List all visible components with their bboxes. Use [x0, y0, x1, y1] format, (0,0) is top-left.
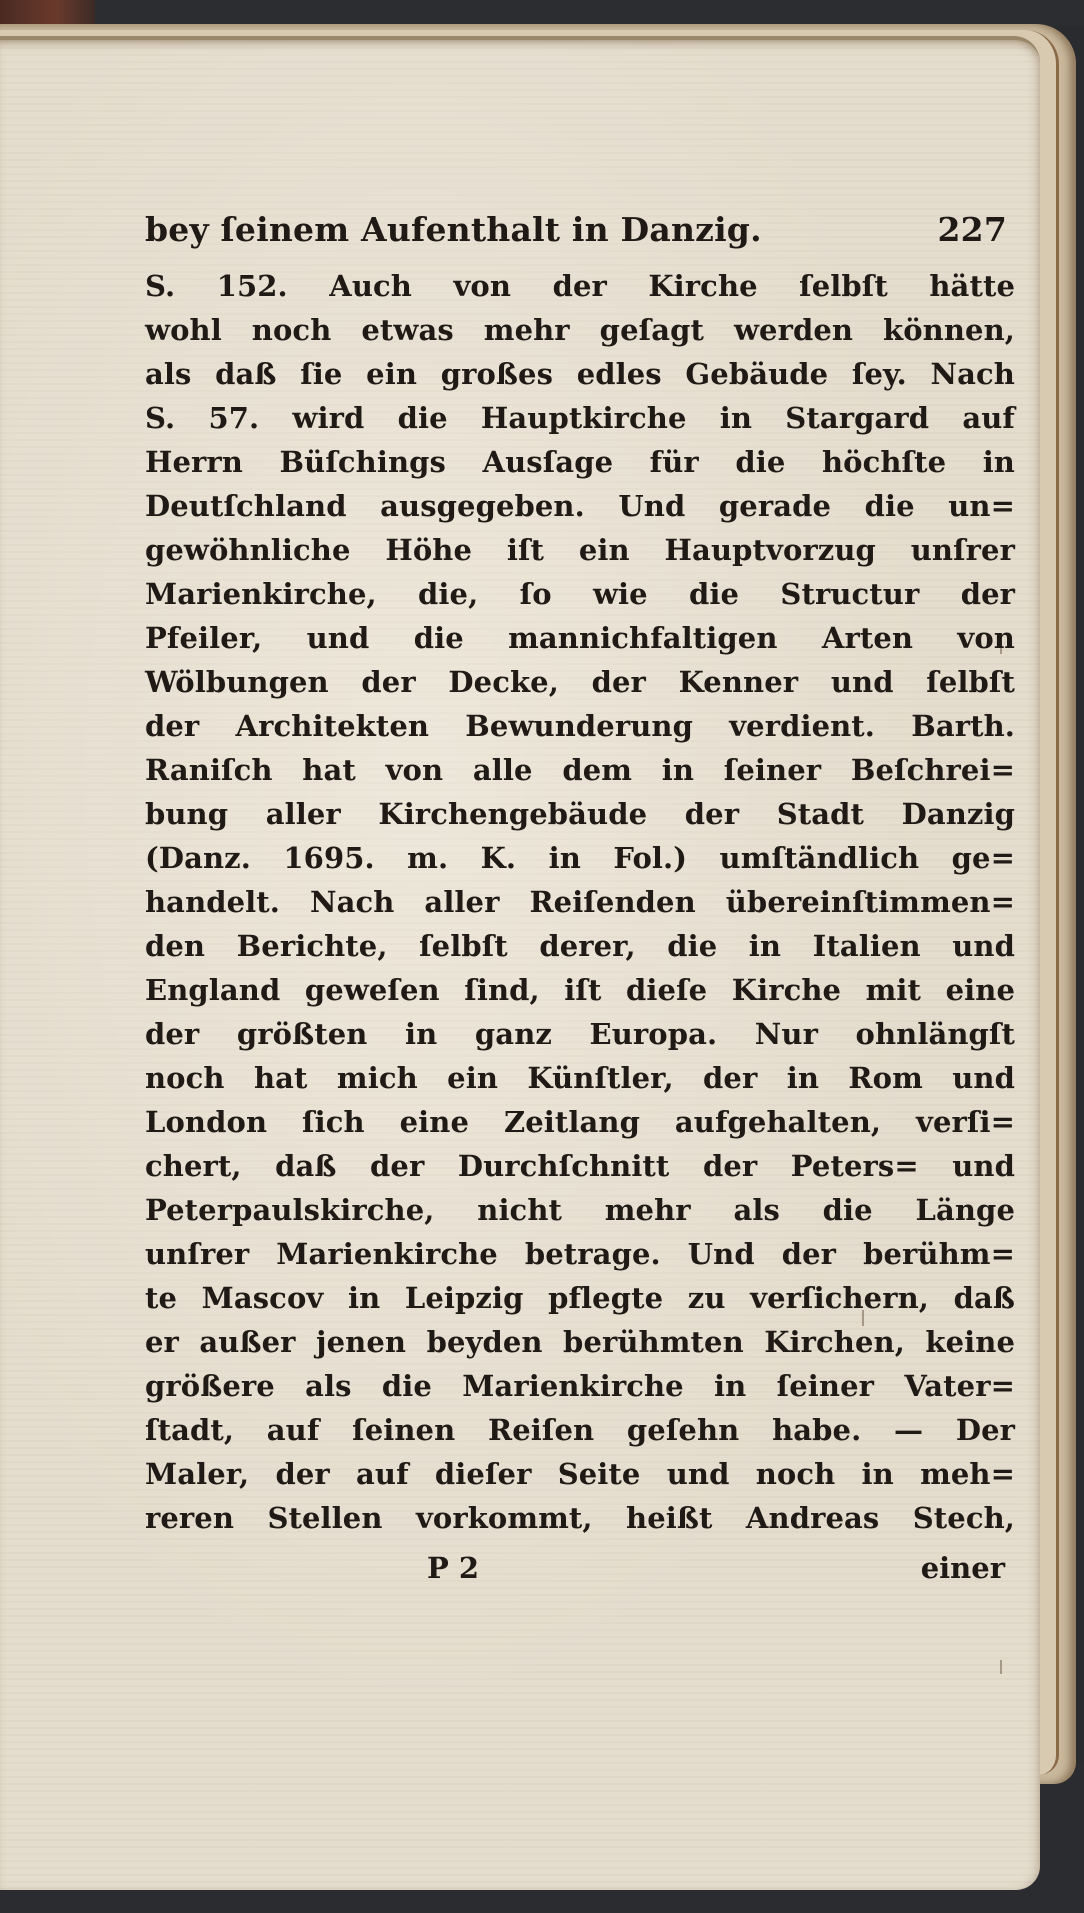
text-line: S. 152. Auch von der Kirche ſelbſt hätte — [145, 269, 1015, 303]
text-line: noch hat mich ein Künſtler, der in Rom und — [145, 1061, 1015, 1095]
text-line: London ſich eine Zeitlang aufgehalten, verſi= — [145, 1105, 1015, 1139]
text-line: unſrer Marienkirche betrage. Und der berühm= — [145, 1237, 1015, 1271]
running-head: bey ſeinem Aufenthalt in Danzig. — [145, 210, 762, 249]
text-line: te Mascov in Leipzig pflegte zu verſichern, daß — [145, 1281, 1015, 1315]
catchword: einer — [920, 1551, 1005, 1585]
text-line: Maler, der auf dieſer Seite und noch in meh= — [145, 1457, 1015, 1491]
paper-fleck — [1000, 1660, 1002, 1674]
text-line: wohl noch etwas mehr geſagt werden können, — [145, 313, 1015, 347]
text-line: den Berichte, ſelbſt derer, die in Italien und — [145, 929, 1015, 963]
page-footer — [145, 1546, 1015, 1596]
text-line: S. 57. wird die Hauptkirche in Stargard auf — [145, 401, 1015, 435]
text-block — [145, 210, 1015, 1596]
text-line: Deutſchland ausgegeben. Und gerade die un= — [145, 489, 1015, 523]
book-page — [0, 36, 1040, 1890]
text-line: reren Stellen vorkommt, heißt Andreas Stech, — [145, 1501, 1015, 1535]
text-line: (Danz. 1695. m. K. in Fol.) umſtändlich ge= — [145, 841, 1015, 875]
page-number: 227 — [937, 210, 1007, 249]
text-line: Pfeiler, und die mannichfaltigen Arten von — [145, 621, 1015, 655]
text-line: als daß ſie ein großes edles Gebäude ſey. Nach — [145, 357, 1015, 391]
book-cover-edge — [0, 0, 95, 26]
text-line: gewöhnliche Höhe iſt ein Hauptvorzug unſrer — [145, 533, 1015, 567]
text-line: der größten in ganz Europa. Nur ohnlängſt — [145, 1017, 1015, 1051]
text-line: Wölbungen der Decke, der Kenner und ſelbſt — [145, 665, 1015, 699]
text-line: England geweſen ſind, iſt dieſe Kirche mit eine — [145, 973, 1015, 1007]
text-line: Peterpaulskirche, nicht mehr als die Länge — [145, 1193, 1015, 1227]
scan-background-top — [0, 0, 1084, 26]
text-line: ſtadt, auf ſeinen Reiſen geſehn habe. — Der — [145, 1413, 1015, 1447]
text-line: bung aller Kirchengebäude der Stadt Danzig — [145, 797, 1015, 831]
signature-mark: P 2 — [427, 1551, 480, 1585]
text-line: größere als die Marienkirche in ſeiner Vater= — [145, 1369, 1015, 1403]
text-line: er außer jenen beyden berühmten Kirchen, keine — [145, 1325, 1015, 1359]
text-line: Herrn Büſchings Ausſage für die höchſte in — [145, 445, 1015, 479]
body-text — [145, 264, 1015, 1540]
text-line: der Architekten Bewunderung verdient. Barth. — [145, 709, 1015, 743]
text-line: Marienkirche, die, ſo wie die Structur der — [145, 577, 1015, 611]
text-line: Raniſch hat von alle dem in ſeiner Beſchrei= — [145, 753, 1015, 787]
page-header — [145, 210, 1015, 256]
text-line: chert, daß der Durchſchnitt der Peters= und — [145, 1149, 1015, 1183]
text-line: handelt. Nach aller Reiſenden übereinſtimmen= — [145, 885, 1015, 919]
